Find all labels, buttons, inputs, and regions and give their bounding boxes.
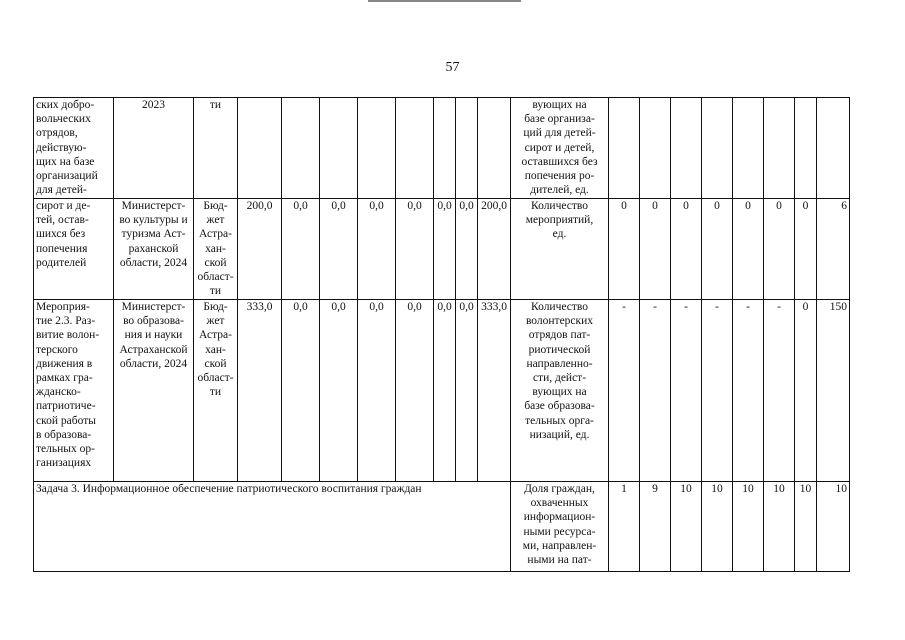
target-value: - xyxy=(671,300,702,482)
finance-value: 0,0 xyxy=(434,300,456,482)
finance-value: 0,0 xyxy=(456,300,478,482)
finance-value: 0,0 xyxy=(396,300,434,482)
indicator-cell: вующих на базе организа- ций для детей- сирот и детей, оставшихся без попечения ро- дителей, ед. xyxy=(511,98,609,199)
target-value: - xyxy=(640,300,671,482)
table-row xyxy=(34,98,850,199)
executor-cell: 2023 xyxy=(114,98,194,199)
target-value: 10 xyxy=(702,482,733,572)
target-value: 10 xyxy=(764,482,795,572)
target-value: - xyxy=(609,300,640,482)
finance-value: 0,0 xyxy=(320,199,358,300)
measure-cell: ских добро- вольческих отрядов, действую- щих на базе организаций для детей- xyxy=(34,98,114,199)
finance-value: 0,0 xyxy=(282,300,320,482)
finance-value: 333,0 xyxy=(478,300,511,482)
table-row xyxy=(34,199,850,300)
indicator-cell: Доля граждан, охваченных информацион- ными ресурса- ми, направлен- ными на пат- xyxy=(511,482,609,572)
finance-value: 0,0 xyxy=(320,300,358,482)
target-value: 6 xyxy=(817,199,850,300)
target-value: 10 xyxy=(817,482,850,572)
target-value: 10 xyxy=(795,482,817,572)
target-value: 0 xyxy=(795,300,817,482)
target-value: 1 xyxy=(609,482,640,572)
source-cell: ти xyxy=(194,98,238,199)
target-value: 150 xyxy=(817,300,850,482)
target-value: 9 xyxy=(640,482,671,572)
target-value: 0 xyxy=(702,199,733,300)
finance-value: 0,0 xyxy=(358,300,396,482)
target-value: 0 xyxy=(609,199,640,300)
indicator-cell: Количество мероприятий, ед. xyxy=(511,199,609,300)
source-cell: Бюд- жет Астра- хан- ской област- ти xyxy=(194,300,238,482)
finance-value: 333,0 xyxy=(238,300,282,482)
target-value: 0 xyxy=(640,199,671,300)
task-heading: Задача 3. Информационное обеспечение патриотического воспитания граждан xyxy=(34,482,511,572)
target-value: 0 xyxy=(671,199,702,300)
finance-value: 0,0 xyxy=(396,199,434,300)
target-value: 10 xyxy=(671,482,702,572)
table-row xyxy=(34,300,850,482)
executor-cell: Министерст- во культуры и туризма Аст- раханской области, 2024 xyxy=(114,199,194,300)
finance-value: 0,0 xyxy=(358,199,396,300)
finance-value: 200,0 xyxy=(238,199,282,300)
target-value: 0 xyxy=(795,199,817,300)
finance-value: 0,0 xyxy=(456,199,478,300)
table-row xyxy=(34,482,850,572)
target-value: - xyxy=(702,300,733,482)
finance-value: 0,0 xyxy=(434,199,456,300)
target-value: - xyxy=(733,300,764,482)
page-number: 57 xyxy=(445,60,460,75)
target-value: - xyxy=(764,300,795,482)
finance-value: 0,0 xyxy=(282,199,320,300)
measure-cell: Мероприя- тие 2.3. Раз- витие волон- терского движения в рамках гра- жданско- патриотиче- ской работы в образова- тельных ор- ганизациях xyxy=(34,300,114,482)
indicator-cell: Количество волонтерских отрядов пат- риотической направленно- сти, дейст- вующих на базе образова- тельных орга- низаций, ед. xyxy=(511,300,609,482)
measure-cell: сирот и де- тей, остав- шихся без попечения родителей xyxy=(34,199,114,300)
program-table xyxy=(33,97,850,572)
target-value: 10 xyxy=(733,482,764,572)
top-rule xyxy=(368,0,521,2)
source-cell: Бюд- жет Астра- хан- ской област- ти xyxy=(194,199,238,300)
target-value: 0 xyxy=(733,199,764,300)
finance-value: 200,0 xyxy=(478,199,511,300)
executor-cell: Министерст- во образова- ния и науки Астраханской области, 2024 xyxy=(114,300,194,482)
target-value: 0 xyxy=(764,199,795,300)
